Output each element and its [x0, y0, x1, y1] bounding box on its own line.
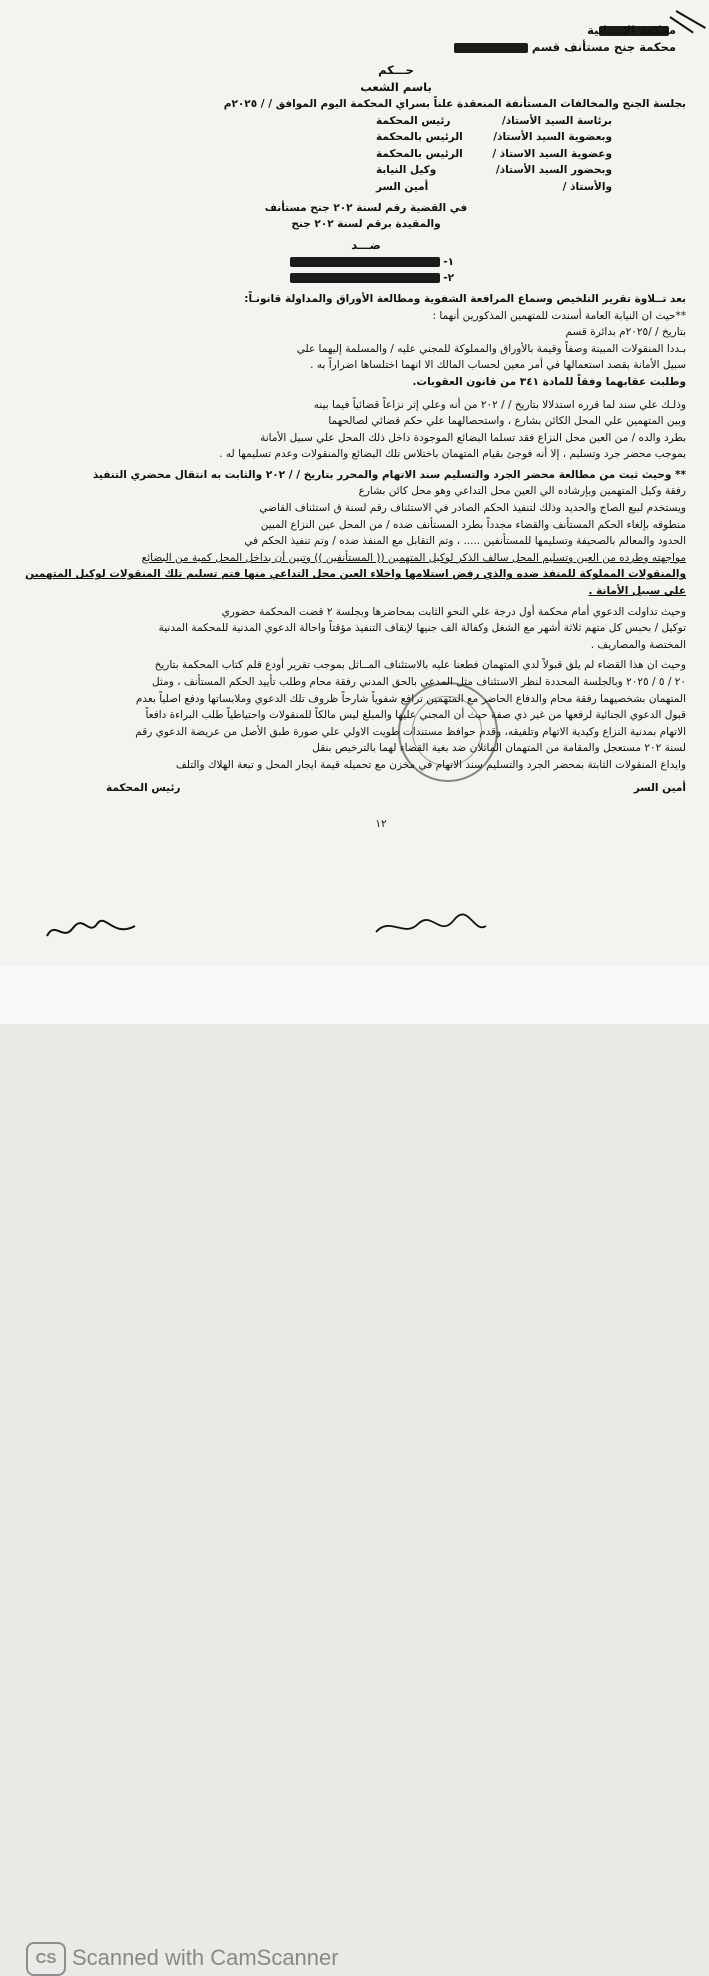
redaction	[290, 273, 440, 283]
body-line: قبول الدعوي الجنائية لرفعها من غير ذي صفة حيث أن المجني عليها والمبلغ ليس مالكاً للمنقولات واحتياطياً طلب البراءة دافعاً	[145, 709, 686, 722]
body-line: والمنقولات المملوكة للمنفذ ضده والذي رفض استلامها واخلاء العين محل التداعي منها فتم تسليم تلك المنقولات لوكيل المتهمين	[25, 568, 686, 581]
member-title: رئيس المحكمة	[376, 114, 451, 127]
member-row	[46, 146, 686, 163]
member-role: وبعضوية السيد الأستاذ/	[493, 131, 612, 144]
body-line: وبين المتهمين علي المحل الكائن بشارع ، واستحصالهما علي حكم قضائي لصالحهما	[328, 415, 686, 428]
president-label: رئيس المحكمة	[106, 781, 181, 794]
body-line: وحيث تداولت الدعوي أمام محكمة أول درجة علي النحو الثابت بمحاضرها وبجلسة ٢ قضت المحكمة حضوري	[221, 605, 686, 618]
member-row	[46, 179, 686, 196]
body-line: بعد تــلاوة تقرير التلخيص وسماع المرافعة الشفوية ومطالعة الأوراق والمداولة قانونـاً:	[244, 292, 686, 305]
in-the-name-of-the-people: باسم الشعب	[360, 80, 432, 94]
body-line: بـددا المنقولات المبينة وصفاً وقيمة بالأوراق والمملوكة للمجني عليه / والمسلمة إليهما علي	[296, 342, 686, 355]
defendant-2	[46, 270, 454, 287]
member-row	[46, 129, 686, 146]
body-line: المختصة والمصاريف .	[590, 638, 686, 651]
page-mark: ١٢	[375, 818, 387, 831]
member-role: والأستاذ /	[562, 180, 612, 193]
court-stamp	[398, 682, 498, 782]
judge-signature	[370, 912, 490, 942]
body-line: بطرد والده / من العين محل النزاع فقد تسلما البضائع الموجودة داخل ذلك المحل علي سبيل الأمانة	[260, 431, 686, 444]
redaction	[454, 43, 528, 53]
body-line: ٢٠ / ٥ / ٢٠٢٥ وبالجلسة المحددة لنظر الاستئناف مثل المدعي بالحق المدني رفقة محام وطلب تأييد الحكم المستأنف ، ومثل	[151, 676, 686, 688]
against-label: ضـــد	[351, 237, 381, 252]
document-body	[25, 22, 686, 833]
member-row	[46, 113, 686, 130]
member-role: برئاسة السيد الأستاذ/	[501, 114, 612, 127]
redaction	[290, 257, 440, 267]
defendant-1	[46, 254, 454, 271]
secretary-label: أمين السر	[633, 781, 686, 794]
president-signature	[43, 914, 139, 944]
member-title: الرئيس بالمحكمة	[376, 131, 463, 144]
member-row	[46, 162, 686, 179]
verdict-title: حـــكم	[378, 63, 414, 77]
defendant-2-label: ٢-	[443, 272, 454, 285]
signature-labels	[46, 780, 686, 797]
member-title: أمين السر	[376, 180, 429, 193]
body-line: **حيث ان النيابة العامة أسندت للمتهمين المذكورين أنهما :	[432, 309, 686, 322]
case-number-line: في القضية رقم لسنة ٢٠٢ جنح مستأنف	[264, 201, 468, 214]
body-line: وحيث ان هذا القضاء لم يلق قبولاً لدي المتهمان فطعنا عليه بالاستئناف المــاثل بموجب تقرير أودع قلم كتاب المحكمة بتاريخ	[154, 659, 686, 672]
court-subtitle	[46, 39, 676, 56]
body-line: منطوقه بإلغاء الحكم المستأنف والقضاء مجدداً بطرد المستأنف ضده / من المحل عين النزاع المبين	[260, 518, 686, 531]
scanner-footer	[0, 966, 709, 1970]
body-line: وذلـك علي سند لما قرره استدلالا بتاريخ / / ٢٠٢ من أنه وعلي إثر نزاعاً قضائياً فيما بينه	[313, 398, 686, 411]
body-line: وايداع المنقولات الثابتة بمحضر الجرد والتسليم سند الاتهام في مخزن مع تحميله قيمة ايجار المحل و تبعة الهلاك والتلف	[175, 758, 686, 771]
body-line: بتاريخ / /٢٠٢٥م بدائرة قسم	[565, 326, 686, 339]
camscanner-logo: CS	[26, 1942, 66, 1976]
camscanner-watermark: Scanned with CamScanner	[72, 1945, 339, 1970]
body-line: توكيل / بحبس كل متهم ثلاثة أشهر مع الشغل وكفالة الف جنيها لإيقاف التنفيذ مؤقتاً واحالة الدعوي المدنية للمحكمة المدنية	[158, 622, 686, 635]
body-line: سبيل الأمانة بقصد استعمالها في أمر معين لحساب المالك الا انهما اختلساها اضراراً به .	[310, 359, 686, 372]
body-line: ** وحيث ثبت من مطالعة محضر الجرد والتسليم سند الاتهام والمحرر بتاريخ / / ٢٠٢ والثابت به انتقال محضري التنفيذ	[92, 468, 686, 481]
body-line: لسنة ٢٠٢ مستعجل والمقامة من المتهمان الماثلان ضد بغية القضاء لهما بالترخيص بنقل	[312, 742, 686, 755]
registered-number-line: والمقيدة برقم لسنة ٢٠٢ جنح	[291, 218, 441, 231]
defendant-1-label: ١-	[443, 255, 454, 268]
member-title: وكيل النيابة	[376, 164, 437, 177]
body-line: بموجب محضر جرد وتسليم ، إلا أنه فوجئ بقيام المتهمان باختلاس تلك البضائع والمنقولات وعدم تسليمها له .	[219, 448, 686, 461]
member-role: وبحضور السيد الأستاذ/	[495, 164, 612, 177]
body-line: الاتهام بمدنية النزاع وكيدية الاتهام وتلفيقه، وقدم حوافظ مستندات طويت الاولي علي صورة طبق الأصل من عريضة الدعوي رقم	[135, 725, 686, 738]
body-line: رفقة وكيل المتهمين وبإرشاده الي العين محل التداعي وهو محل كائن بشارع	[358, 485, 686, 498]
court-subtitle-text: محكمة جنح مستأنف قسم	[531, 40, 676, 54]
court-name	[46, 22, 676, 39]
body-line: مواجهته وطرده من العين وتسليم المحل سالف الذكر لوكيل المتهمين (( المستأنفين )) وتبين أن بداخل المحل كمية من البضائع	[141, 551, 686, 564]
session-line: بجلسة الجنح والمخالفات المستأنفة المنعقدة علناً بسراي المحكمة اليوم الموافق / / ٢٠٢٥م	[223, 98, 686, 110]
body-line: ويستخدم لبيع الصاج والحديد وذلك لتنفيذ الحكم الصادر في الاستئناف رقم لسنة ق استئناف القاضي	[259, 502, 686, 515]
member-title: الرئيس بالمحكمة	[376, 147, 463, 160]
body-line: الحدود والمعالم بالصحيفة وتسليمها للمستأنفين ..... ، وتم التقابل مع المنفذ ضده / وتم تنفيذ الحكم في	[244, 535, 686, 548]
member-role: وعضوية السيد الاستاذ /	[492, 147, 612, 160]
body-line: المتهمان بشخصيهما رفقة محام والدفاع الحاضر مع المتهمين ترافع شفوياً شارحاً ظروف تلك الدعوي وملابساتها ودفع اصلياً بعدم	[135, 692, 686, 705]
court-name-text: محكمة الابتدائية	[587, 23, 676, 37]
body-line: وطلبت عقابهما وفقاً للمادة ٣٤١ من قانون العقوبات.	[412, 375, 686, 388]
body-line: علي سبيل الأمانة .	[588, 585, 686, 598]
